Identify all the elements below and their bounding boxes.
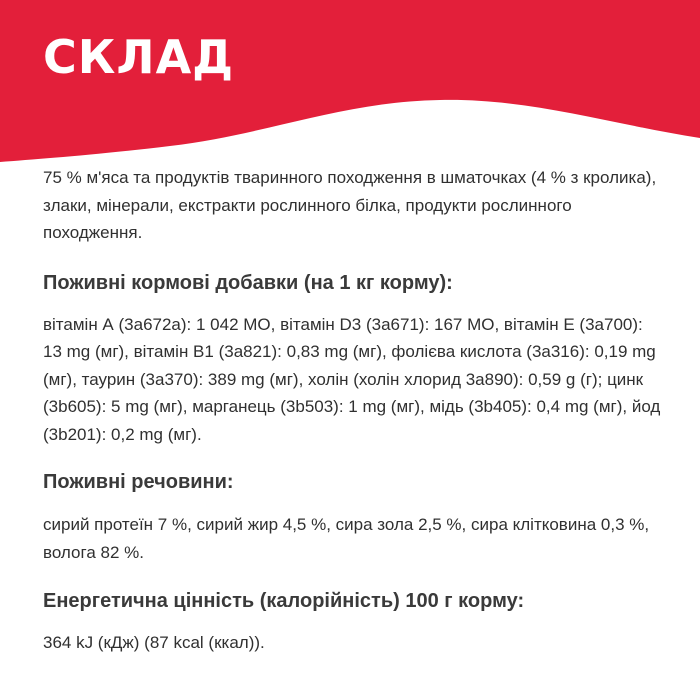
composition-content	[43, 164, 663, 657]
nutrients-heading: Поживні речовини:	[43, 471, 234, 493]
page-title: СКЛАД	[43, 30, 235, 84]
additives-text: вітамін А (3a672a): 1 042 МО, вітамін D3 (3a671): 167 МО, вітамін Е (3a700): 13 mg (мг), вітамін В1 (3a821): 0,83 mg (мг), фолієва кислота (3a316): 0,19 mg (мг), таурин (3a370): 389 mg (мг), холін (холін хлорид 3a890): 0,59 g (г); цинк (3b605): 5 mg (мг), марганець (3b503): 1 mg (мг), мідь (3b405): 0,4 mg (мг), йод (3b201): 0,2 mg (мг).	[43, 314, 661, 444]
composition-intro: 75 % м'яса та продуктів тваринного походження в шматочках (4 % з кролика), злаки, мінерали, екстракти рослинного білка, продукти рослинного походження.	[43, 168, 657, 242]
energy-heading: Енергетична цінність (калорійність) 100 г корму:	[43, 590, 525, 612]
additives-heading: Поживні кормові добавки (на 1 кг корму):	[43, 271, 453, 294]
header-wave-background	[0, 0, 700, 170]
energy-text: 364 kJ (кДж) (87 kcal (ккал)).	[43, 633, 265, 652]
nutrients-text: сирий протеїн 7 %, сирий жир 4,5 %, сира зола 2,5 %, сира клітковина 0,3 %, волога 82 %.	[43, 515, 650, 562]
